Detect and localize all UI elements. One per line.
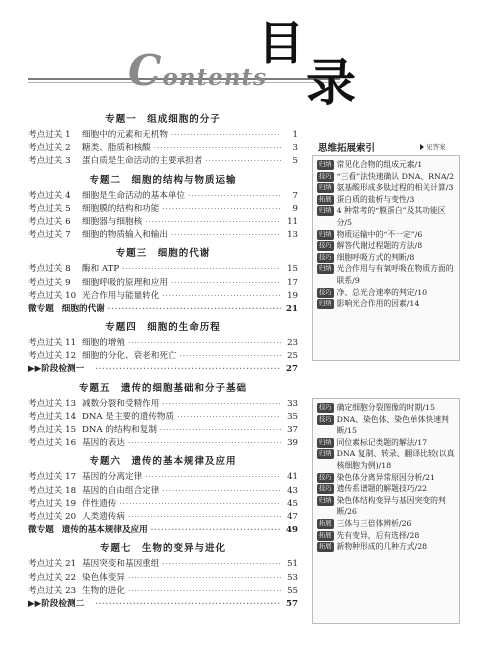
toc-row-title: 细胞的增殖 bbox=[82, 338, 125, 349]
index-entry[interactable] bbox=[317, 437, 455, 449]
index-entry[interactable] bbox=[317, 252, 455, 264]
entry-text: 解答代谢过程题的方法/8 bbox=[336, 241, 423, 251]
dot-leader bbox=[177, 413, 281, 421]
entry-text: 4 种常考的“膜蛋白”及其功能区分/5 bbox=[336, 206, 446, 227]
index-entry[interactable] bbox=[317, 182, 455, 194]
dot-leader bbox=[145, 218, 281, 226]
toc-row[interactable] bbox=[28, 362, 298, 375]
index-entry[interactable] bbox=[317, 298, 455, 310]
toc-row-index: 考点过关 14 bbox=[28, 411, 77, 422]
toc-row-page: 21 bbox=[286, 303, 298, 314]
toc-row-index: 考点过关 8 bbox=[28, 264, 71, 275]
dot-leader bbox=[95, 599, 281, 608]
entry-tag: 技巧 bbox=[319, 172, 332, 180]
section-title: 专题五 遗传的细胞基础和分子基础 bbox=[78, 382, 247, 394]
entry-text: “三看”法快速确认 DNA、RNA/2 bbox=[336, 171, 455, 181]
dot-leader bbox=[188, 192, 281, 200]
index-box-2 bbox=[312, 398, 460, 624]
sidebar-title: 思维拓展索引 bbox=[318, 143, 376, 154]
toc-row-title: 基因的分离定律 bbox=[82, 472, 143, 483]
entry-text: 染色体结构变异与基因突变的判断/26 bbox=[336, 495, 446, 517]
entry-text: 三体与三倍体辨析/26 bbox=[336, 518, 412, 528]
dot-leader bbox=[171, 231, 281, 239]
toc-row-title: 伴性遗传 bbox=[82, 498, 117, 509]
index-entry[interactable] bbox=[317, 194, 455, 206]
toc-row-title: 基因的自由组合定律 bbox=[82, 485, 160, 496]
toc-row-title: 细胞的分化、衰老和死亡 bbox=[82, 351, 177, 362]
toc-row-page: 5 bbox=[292, 156, 298, 167]
dot-leader bbox=[160, 426, 281, 434]
toc-row-page: 51 bbox=[287, 559, 298, 570]
entry-tag: 技巧 bbox=[319, 404, 332, 411]
index-entry[interactable] bbox=[317, 263, 455, 286]
toc-section bbox=[28, 316, 298, 376]
toc-row-page: 41 bbox=[287, 472, 298, 483]
toc-row-page: 15 bbox=[287, 264, 298, 275]
toc-row-index: ▶▶阶段检测二 bbox=[28, 598, 85, 609]
toc-row[interactable] bbox=[28, 484, 298, 497]
toc-row-index: 考点过关 12 bbox=[28, 351, 77, 362]
toc-row-page: 33 bbox=[287, 398, 298, 409]
index-entry[interactable] bbox=[317, 541, 455, 553]
toc-row-index: 考点过关 23 bbox=[28, 585, 77, 596]
toc-row-page: 35 bbox=[287, 411, 298, 422]
toc-row[interactable] bbox=[28, 154, 298, 167]
entry-tag: 归纳 bbox=[319, 450, 332, 458]
toc-row-title: 减数分裂和受精作用 bbox=[82, 398, 160, 409]
toc-row[interactable] bbox=[28, 349, 298, 362]
entry-text: 遗传系谱题的解题技巧/22 bbox=[336, 484, 428, 494]
toc-row-title: 细胞是生命活动的基本单位 bbox=[82, 190, 186, 201]
entry-text: DNA 复制、转录、翻译比较(以真核细胞为例)/18 bbox=[336, 449, 455, 470]
entry-tag: 归纳 bbox=[319, 207, 332, 215]
index-entry[interactable] bbox=[317, 472, 455, 484]
toc-row-index: 考点过关 4 bbox=[28, 190, 71, 201]
page-header bbox=[0, 0, 480, 110]
entry-tag: 拓展 bbox=[319, 519, 332, 527]
entry-tag: 技巧 bbox=[319, 242, 332, 250]
toc-row-title: 基因的表达 bbox=[82, 438, 125, 449]
toc-section bbox=[28, 537, 298, 610]
toc-row-title: DNA 的结构和复制 bbox=[82, 425, 157, 435]
index-entry[interactable] bbox=[317, 530, 455, 542]
toc-row[interactable] bbox=[28, 262, 298, 275]
toc-row-page: 9 bbox=[292, 203, 298, 214]
dot-leader bbox=[95, 364, 281, 373]
section-title: 专题二 细胞的结构与物质运输 bbox=[89, 174, 237, 186]
toc-row-page: 11 bbox=[287, 216, 298, 227]
toc-row[interactable] bbox=[28, 423, 298, 436]
toc-row-index: 考点过关 11 bbox=[28, 338, 77, 349]
toc-row-page: 45 bbox=[287, 498, 298, 509]
index-entry[interactable] bbox=[317, 240, 455, 252]
contents-initial: C bbox=[128, 46, 163, 95]
entry-tag: 拓展 bbox=[319, 543, 332, 551]
section-title: 专题六 遗传的基本规律及应用 bbox=[89, 456, 237, 468]
entry-tag: 技巧 bbox=[319, 485, 332, 493]
dot-leader bbox=[128, 439, 281, 447]
toc-row-title: 细胞的代谢 bbox=[61, 303, 105, 314]
toc-row-page: 49 bbox=[286, 525, 298, 536]
toc-row-title: 光合作用与能量转化 bbox=[82, 290, 160, 301]
index-entry[interactable] bbox=[317, 518, 455, 530]
toc-row[interactable] bbox=[28, 557, 298, 570]
toc-row[interactable] bbox=[28, 276, 298, 289]
toc-row[interactable] bbox=[28, 289, 298, 302]
toc-row-page: 55 bbox=[287, 585, 298, 596]
dot-leader bbox=[122, 265, 281, 273]
section-title: 专题一 组成细胞的分子 bbox=[105, 114, 221, 125]
toc-row-index: 考点过关 15 bbox=[28, 425, 77, 435]
index-entry[interactable] bbox=[317, 287, 455, 299]
toc-row[interactable] bbox=[28, 397, 298, 410]
toc-row-page: 19 bbox=[287, 290, 298, 301]
entry-text: 氨基酸形成多肽过程的相关计算/3 bbox=[336, 183, 454, 193]
dot-leader bbox=[180, 352, 281, 360]
toc-row-index: 考点过关 6 bbox=[28, 216, 71, 227]
dot-leader bbox=[128, 339, 281, 347]
toc-row-title: 细胞膜的结构和功能 bbox=[82, 203, 160, 214]
toc-row[interactable] bbox=[28, 128, 298, 141]
entry-text: 常见化合物的组成元素/1 bbox=[336, 160, 423, 169]
dot-leader bbox=[154, 144, 281, 152]
toc-row-index: 微专题 bbox=[28, 303, 54, 314]
entry-text: 净、总光合速率的判定/10 bbox=[336, 287, 428, 297]
toc-row-title: 细胞器与细胞核 bbox=[82, 216, 143, 227]
toc-row-index: 考点过关 10 bbox=[28, 290, 77, 301]
title-char-mu: 目 bbox=[258, 16, 304, 70]
entry-tag: 技巧 bbox=[319, 288, 332, 296]
dot-leader bbox=[162, 400, 281, 408]
dot-leader bbox=[171, 279, 281, 287]
toc-section bbox=[28, 377, 298, 450]
dot-leader bbox=[128, 513, 281, 521]
toc-row-index: 考点过关 1 bbox=[28, 130, 71, 140]
toc-row-index: 考点过关 20 bbox=[28, 511, 77, 522]
toc-section bbox=[28, 108, 298, 168]
answer-badge: 见答案 bbox=[420, 142, 446, 151]
toc-row-index: 考点过关 2 bbox=[28, 143, 71, 154]
dot-leader bbox=[119, 500, 281, 508]
toc-row-index: 考点过关 16 bbox=[28, 438, 77, 449]
toc-row-page: 47 bbox=[287, 511, 298, 522]
entry-text: 光合作用与有氧呼吸在物质方面的联系/9 bbox=[336, 264, 454, 285]
toc-row-title: 细胞呼吸的原理和应用 bbox=[82, 277, 168, 288]
entry-tag: 技巧 bbox=[319, 253, 332, 261]
toc-row-index: 考点过关 5 bbox=[28, 203, 71, 214]
toc-row-index: 考点过关 9 bbox=[28, 277, 71, 288]
entry-tag: 技巧 bbox=[319, 473, 332, 481]
toc-section bbox=[28, 242, 298, 315]
contents-rest: ontents bbox=[162, 64, 268, 91]
toc-row-title: 细胞的物质输入和输出 bbox=[82, 230, 168, 241]
toc-row[interactable] bbox=[28, 228, 298, 241]
entry-tag: 归纳 bbox=[319, 161, 332, 168]
entry-tag: 归纳 bbox=[319, 230, 332, 238]
index-entry[interactable] bbox=[317, 483, 455, 495]
toc-row[interactable] bbox=[28, 215, 298, 228]
section-title: 专题七 生物的变异与进化 bbox=[99, 543, 226, 555]
toc-row-index: ▶▶阶段检测一 bbox=[28, 364, 85, 375]
dot-leader bbox=[145, 473, 281, 481]
title-char-lu: 录 bbox=[306, 54, 356, 112]
entry-text: 确定细胞分裂图像的时期/15 bbox=[336, 403, 435, 412]
toc-row[interactable] bbox=[28, 571, 298, 584]
toc-row-page: 27 bbox=[286, 364, 298, 375]
toc-row-title: DNA 是主要的遗传物质 bbox=[82, 411, 175, 422]
index-entry[interactable] bbox=[317, 159, 455, 171]
toc-row-title: 生物的进化 bbox=[82, 585, 125, 596]
toc-section bbox=[28, 450, 298, 536]
toc-row[interactable] bbox=[28, 497, 298, 510]
toc-row-title: 糖类、脂质和核酸 bbox=[82, 143, 151, 154]
entry-tag: 技巧 bbox=[319, 415, 332, 423]
entry-text: 先有变异，后有选择/28 bbox=[336, 530, 420, 540]
entry-tag: 拓展 bbox=[319, 195, 332, 203]
entry-text: 蛋白质的盐析与变性/3 bbox=[336, 194, 415, 204]
toc-row-index: 考点过关 7 bbox=[28, 230, 71, 241]
toc-row[interactable] bbox=[28, 436, 298, 449]
toc-row-title: 基因突变和基因重组 bbox=[82, 559, 160, 570]
toc-row[interactable] bbox=[28, 141, 298, 154]
toc-row[interactable] bbox=[28, 302, 298, 315]
entry-text: 物质运输中的“不一定”/6 bbox=[336, 229, 423, 239]
index-entry[interactable] bbox=[317, 495, 455, 518]
toc-list bbox=[28, 108, 298, 611]
dot-leader bbox=[205, 157, 281, 165]
toc-row[interactable] bbox=[28, 470, 298, 483]
toc-row-title: 人类遗传病 bbox=[82, 511, 125, 522]
toc-row-title: 细胞中的元素和无机物 bbox=[82, 130, 168, 140]
toc-row[interactable] bbox=[28, 336, 298, 349]
index-entry[interactable] bbox=[317, 229, 455, 241]
toc-row-index: 考点过关 22 bbox=[28, 572, 77, 583]
toc-section bbox=[28, 169, 298, 242]
index-entry[interactable] bbox=[317, 205, 455, 228]
toc-row-page: 17 bbox=[287, 277, 298, 288]
dot-leader bbox=[162, 487, 281, 495]
toc-row-page: 53 bbox=[287, 572, 298, 583]
dot-leader bbox=[128, 587, 281, 595]
toc-row-index: 考点过关 17 bbox=[28, 472, 77, 483]
toc-row[interactable] bbox=[28, 584, 298, 597]
toc-row-title: 酶和 ATP bbox=[82, 264, 120, 275]
toc-row-page: 57 bbox=[286, 598, 298, 609]
toc-row-title: 遗传的基本规律及应用 bbox=[61, 525, 148, 536]
index-entry[interactable] bbox=[317, 171, 455, 183]
toc-row[interactable] bbox=[28, 523, 298, 536]
entry-tag: 归纳 bbox=[319, 496, 332, 504]
toc-row-page: 13 bbox=[287, 230, 298, 241]
entry-tag: 归纳 bbox=[319, 300, 332, 308]
entry-text: 染色体分离异常原因分析/21 bbox=[336, 472, 435, 482]
entry-text: 新物种形成的几种方式/28 bbox=[336, 542, 428, 552]
index-entry[interactable] bbox=[317, 402, 455, 414]
entry-text: 细胞呼吸方式的判断/8 bbox=[336, 252, 415, 262]
index-box-1 bbox=[312, 155, 460, 361]
toc-row-index: 考点过关 3 bbox=[28, 156, 71, 167]
section-title: 专题四 细胞的生命历程 bbox=[105, 322, 221, 334]
dot-leader bbox=[108, 304, 281, 313]
entry-tag: 归纳 bbox=[319, 184, 332, 192]
entry-tag: 归纳 bbox=[319, 438, 332, 446]
dot-leader bbox=[171, 131, 281, 139]
toc-row-page: 3 bbox=[292, 143, 298, 154]
toc-row-title: 染色体变异 bbox=[82, 572, 125, 583]
entry-text: DNA、染色体、染色单体快速判断/15 bbox=[336, 414, 449, 436]
toc-row[interactable] bbox=[28, 410, 298, 423]
toc-row-page: 7 bbox=[292, 190, 298, 201]
toc-row-index: 考点过关 13 bbox=[28, 398, 77, 409]
toc-row-index: 微专题 bbox=[28, 525, 54, 536]
dot-leader bbox=[151, 525, 281, 534]
toc-row-page: 37 bbox=[287, 425, 298, 435]
toc-row[interactable] bbox=[28, 189, 298, 202]
toc-row-page: 25 bbox=[287, 351, 298, 362]
contents-wordmark bbox=[128, 46, 267, 95]
toc-row-page: 1 bbox=[292, 130, 298, 140]
dot-leader bbox=[162, 560, 281, 568]
dot-leader bbox=[128, 574, 281, 582]
toc-row-page: 23 bbox=[287, 338, 298, 349]
index-entry[interactable] bbox=[317, 414, 455, 437]
toc-row-index: 考点过关 21 bbox=[28, 559, 77, 570]
entry-tag: 归纳 bbox=[319, 265, 332, 273]
toc-row-index: 考点过关 19 bbox=[28, 498, 77, 509]
dot-leader bbox=[162, 205, 281, 213]
section-title: 专题三 细胞的代谢 bbox=[115, 248, 211, 260]
toc-row-index: 考点过关 18 bbox=[28, 485, 77, 496]
toc-row[interactable] bbox=[28, 510, 298, 523]
toc-row-page: 43 bbox=[287, 485, 298, 496]
toc-row-title: 蛋白质是生命活动的主要承担者 bbox=[82, 156, 203, 167]
dot-leader bbox=[162, 292, 281, 300]
index-entry[interactable] bbox=[317, 448, 455, 471]
entry-text: 同位素标记类题的解法/17 bbox=[336, 437, 428, 447]
toc-row[interactable] bbox=[28, 202, 298, 215]
entry-tag: 拓展 bbox=[319, 531, 332, 539]
toc-row-page: 39 bbox=[287, 438, 298, 449]
entry-text: 影响光合作用的因素/14 bbox=[336, 299, 420, 309]
toc-row[interactable] bbox=[28, 597, 298, 610]
